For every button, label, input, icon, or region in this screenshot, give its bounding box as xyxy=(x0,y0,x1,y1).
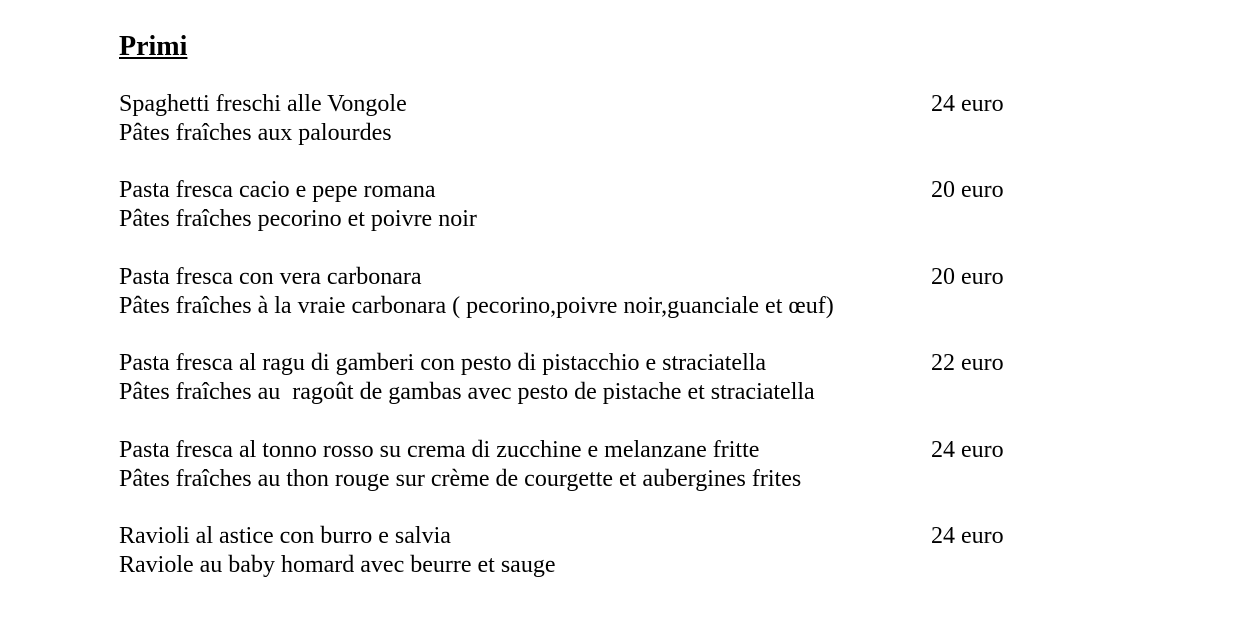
dish-name-italian: Ravioli al astice con burro e salvia xyxy=(119,522,451,549)
dish-price: 24 euro xyxy=(931,436,1004,463)
dish-name-italian: Pasta fresca con vera carbonara xyxy=(119,263,422,290)
dish-price: 24 euro xyxy=(931,91,1004,117)
menu-item xyxy=(119,436,1079,494)
dish-name-french: Pâtes fraîches aux palourdes xyxy=(119,120,392,146)
dish-name-italian: Spaghetti freschi alle Vongole xyxy=(119,91,407,117)
dish-name-french: Raviole au baby homard avec beurre et sauge xyxy=(119,551,556,578)
menu-item xyxy=(119,176,1079,234)
dish-name-french: Pâtes fraîches pecorino et poivre noir xyxy=(119,206,477,233)
dish-name-italian: Pasta fresca al tonno rosso su crema di zucchine e melanzane fritte xyxy=(119,436,760,463)
dish-price: 20 euro xyxy=(931,263,1004,290)
dish-name-italian: Pasta fresca cacio e pepe romana xyxy=(119,177,436,204)
dish-price: 20 euro xyxy=(931,177,1004,204)
menu-item xyxy=(119,263,1079,321)
dish-price: 22 euro xyxy=(931,350,1004,377)
section-title: Primi xyxy=(119,31,188,62)
menu-item xyxy=(119,349,1079,407)
menu-section xyxy=(119,30,1079,608)
dish-name-italian: Pasta fresca al ragu di gamberi con pesto di pistacchio e straciatella xyxy=(119,350,767,377)
dish-name-french: Pâtes fraîches au thon rouge sur crème de courgette et aubergines frites xyxy=(119,465,802,492)
dish-price: 24 euro xyxy=(931,522,1004,549)
menu-item xyxy=(119,90,1079,148)
dish-name-french: Pâtes fraîches au ragoût de gambas avec pesto de pistache et straciatella xyxy=(119,379,815,406)
dish-name-french: Pâtes fraîches à la vraie carbonara ( pecorino,poivre noir,guanciale et œuf) xyxy=(119,292,834,319)
menu-item xyxy=(119,522,1079,580)
